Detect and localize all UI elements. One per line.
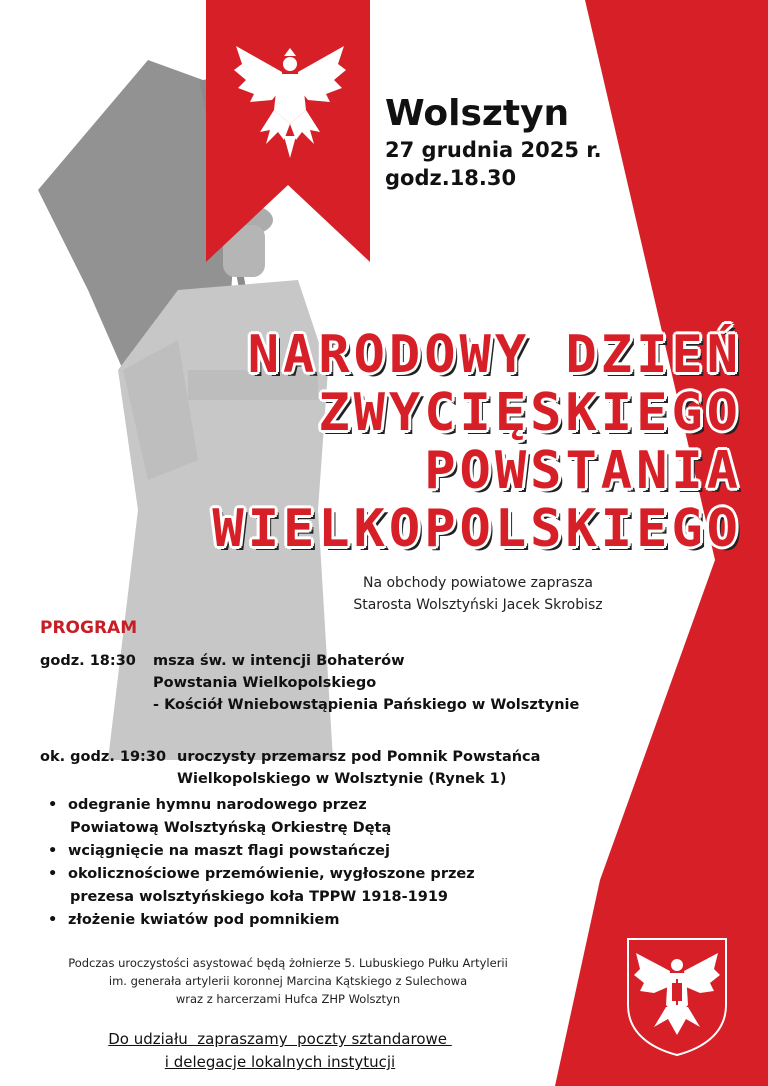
title-line-1: NARODOWY DZIEŃ <box>247 325 742 385</box>
invitation-text <box>318 572 638 616</box>
event-city: Wolsztyn <box>385 93 570 134</box>
event-time: godz.18.30 <box>385 166 517 190</box>
cta-line-2: i delegacje lokalnych instytucji <box>164 1053 396 1071</box>
footer-line-1: Podczas uroczystości asystować będą żołnierze 5. Lubuskiego Pułku Artylerii <box>68 956 508 970</box>
list-item: • odegranie hymnu narodowego przez <box>48 794 475 817</box>
call-to-action <box>70 1028 490 1074</box>
list-item: • okolicznościowe przemówienie, wygłoszone przez <box>48 863 475 886</box>
footer-line-3: wraz z harcerzami Hufca ZHP Wolsztyn <box>175 992 401 1006</box>
program-desc: - Kościół Wniebowstąpienia Pańskiego w Wolsztynie <box>153 697 580 713</box>
program-heading: PROGRAM <box>40 618 138 638</box>
poster-title <box>212 326 742 558</box>
program-desc: uroczysty przemarsz pod Pomnik Powstańca <box>177 749 541 765</box>
footer-note <box>28 954 548 1008</box>
cta-line-1: Do udziału zapraszamy poczty sztandarowe <box>108 1030 452 1048</box>
program-desc: Powstania Wielkopolskiego <box>153 675 377 691</box>
county-coat-of-arms-icon <box>624 935 730 1057</box>
invite-line-2: Starosta Wolsztyński Jacek Skrobisz <box>353 597 603 613</box>
footer-line-2: im. generała artylerii koronnej Marcina Kątskiego z Sulechowa <box>108 974 468 988</box>
program-desc: Wielkopolskiego w Wolsztynie (Rynek 1) <box>177 771 507 787</box>
white-eagle-icon <box>232 40 348 162</box>
program-desc: msza św. w intencji Bohaterów <box>153 653 405 669</box>
list-item: • złożenie kwiatów pod pomnikiem <box>48 909 475 932</box>
list-item: • wciągnięcie na maszt flagi powstańczej <box>48 840 475 863</box>
title-line-2: ZWYCIĘSKIEGO <box>318 383 742 443</box>
event-date: 27 grudnia 2025 r. <box>385 138 602 162</box>
title-line-3: POWSTANIA <box>424 441 742 501</box>
list-item-continuation: prezesa wolsztyńskiego koła TPPW 1918-1919 <box>70 889 449 905</box>
program-time: godz. 18:30 <box>40 653 136 669</box>
title-line-4: WIELKOPOLSKIEGO <box>212 499 742 559</box>
program-item-mass <box>40 650 579 716</box>
event-location-block <box>385 92 602 192</box>
program-bullet-list <box>48 794 475 932</box>
invite-line-1: Na obchody powiatowe zaprasza <box>362 575 594 591</box>
program-item-march <box>40 746 540 790</box>
list-item-continuation: Powiatową Wolsztyńską Orkiestrę Dętą <box>70 820 392 836</box>
program-time: ok. godz. 19:30 <box>40 749 167 765</box>
